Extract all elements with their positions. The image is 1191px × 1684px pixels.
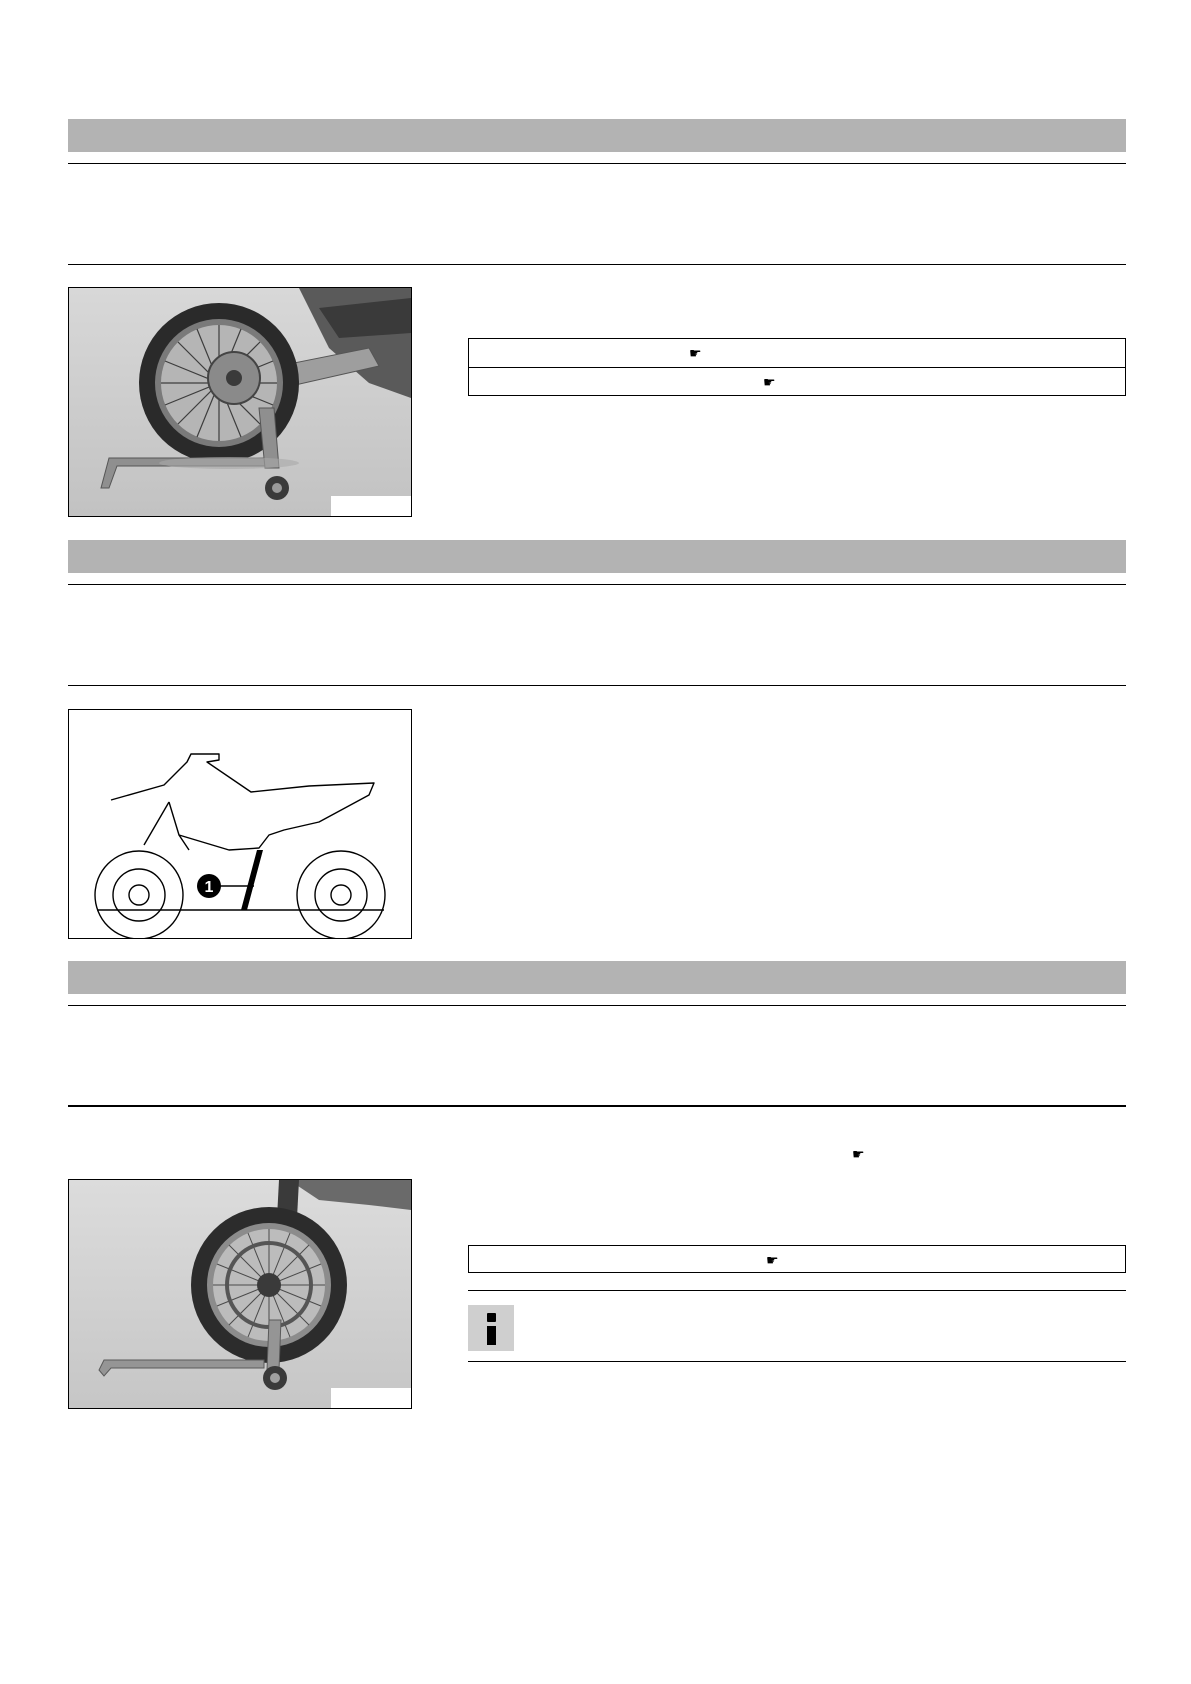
front-stand-photo bbox=[68, 1179, 412, 1409]
spec-row bbox=[469, 339, 1125, 367]
figure-reference-tag bbox=[331, 1388, 411, 1408]
note-divider-top bbox=[468, 1290, 1126, 1291]
spec-row bbox=[469, 367, 1125, 395]
section-heading-band-3 bbox=[68, 961, 1126, 994]
section-divider bbox=[68, 264, 1126, 265]
note-divider-bottom bbox=[468, 1361, 1126, 1362]
callout-number: 1 bbox=[204, 879, 214, 896]
figure-reference-tag bbox=[331, 496, 411, 516]
section-divider bbox=[68, 163, 1126, 164]
rear-stand-photo bbox=[68, 287, 412, 517]
pointer-icon: ☛ bbox=[766, 1252, 779, 1268]
side-stand-diagram bbox=[68, 709, 412, 939]
spec-table bbox=[468, 338, 1126, 396]
section-divider bbox=[68, 1105, 1126, 1107]
section-heading-band-1 bbox=[68, 119, 1126, 152]
pointer-icon: ☛ bbox=[689, 345, 702, 361]
pointer-icon: ☛ bbox=[763, 374, 776, 390]
section-divider bbox=[68, 584, 1126, 585]
section-divider bbox=[68, 685, 1126, 686]
section-heading-band-2 bbox=[68, 540, 1126, 573]
section-divider bbox=[68, 1005, 1126, 1006]
pointer-icon: ☛ bbox=[852, 1146, 865, 1162]
info-icon bbox=[468, 1305, 514, 1351]
spec-table bbox=[468, 1245, 1126, 1273]
